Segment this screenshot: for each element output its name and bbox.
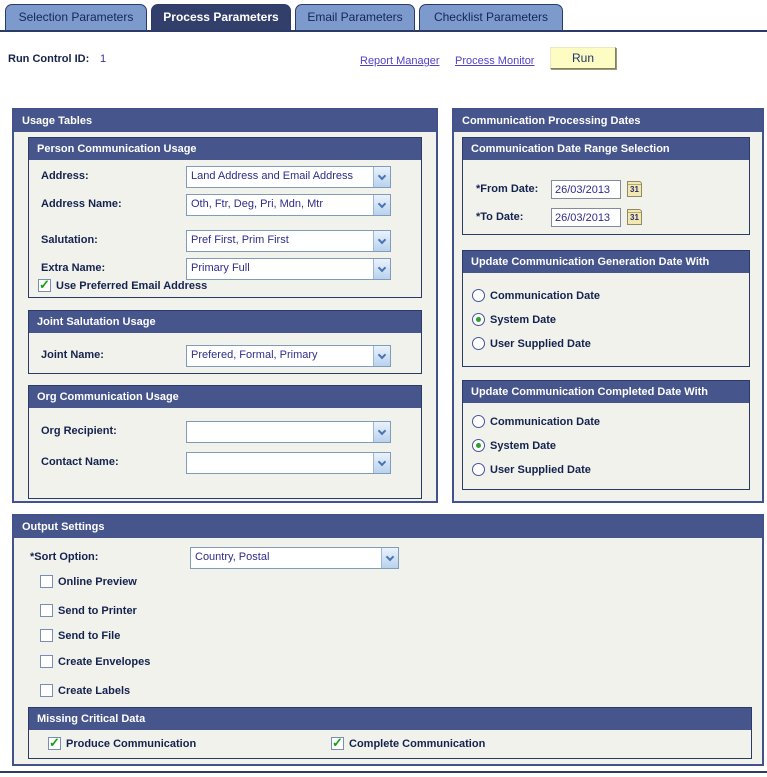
sort-option-dropdown[interactable]: [190, 547, 399, 569]
usage-tables-header: Usage Tables: [14, 110, 436, 132]
to-date-input[interactable]: [551, 208, 621, 227]
produce-communication-checkbox[interactable]: [48, 737, 196, 750]
use-preferred-email-checkbox[interactable]: [38, 279, 207, 292]
dropdown-arrow-icon[interactable]: [381, 548, 398, 568]
joint-name-dropdown[interactable]: [186, 345, 391, 367]
tab-underline: [0, 30, 767, 32]
communication-processing-dates-panel: [452, 108, 764, 503]
send-to-file-label: Send to File: [58, 629, 121, 642]
process-monitor-link[interactable]: Process Monitor: [455, 55, 535, 67]
radio-icon[interactable]: [472, 463, 485, 476]
from-date-calendar-icon[interactable]: 31: [627, 181, 642, 197]
create-envelopes-label: Create Envelopes: [58, 655, 151, 668]
from-date-input[interactable]: [551, 180, 621, 199]
radio-icon[interactable]: [472, 313, 485, 326]
contact-name-label: Contact Name:: [41, 456, 119, 468]
missing-critical-data-header: Missing Critical Data: [29, 708, 751, 730]
create-envelopes-checkbox[interactable]: [40, 655, 150, 668]
use-preferred-email-label: Use Preferred Email Address: [56, 279, 208, 292]
missing-critical-data-box: [28, 707, 752, 759]
person-communication-usage-box: [28, 137, 422, 298]
create-labels-label: Create Labels: [58, 684, 131, 697]
online-preview-checkbox[interactable]: [40, 575, 137, 588]
run-control-id-label: Run Control ID:: [8, 53, 90, 65]
produce-communication-label: Produce Communication: [66, 737, 197, 750]
person-communication-usage-header: Person Communication Usage: [29, 138, 421, 160]
communication-processing-dates-header: Communication Processing Dates: [454, 110, 762, 132]
run-button[interactable]: Run: [550, 47, 616, 69]
radio-icon[interactable]: [472, 415, 485, 428]
dropdown-arrow-icon[interactable]: [373, 422, 390, 442]
completed-user-supplied-date-radio[interactable]: [472, 463, 591, 476]
tab-email-parameters[interactable]: Email Parameters: [295, 4, 415, 30]
checkbox-check-icon[interactable]: [48, 737, 61, 750]
extra-name-label: Extra Name:: [41, 262, 106, 274]
org-recipient-label: Org Recipient:: [41, 425, 117, 437]
joint-name-value: Prefered, Formal, Primary: [191, 349, 318, 361]
dropdown-arrow-icon[interactable]: [373, 167, 390, 187]
salutation-label: Salutation:: [41, 234, 98, 246]
generation-user-supplied-date-label: User Supplied Date: [490, 337, 591, 350]
send-to-file-checkbox[interactable]: [40, 629, 120, 642]
tab-selection-parameters[interactable]: Selection Parameters: [5, 4, 147, 30]
address-value: Land Address and Email Address: [191, 170, 354, 182]
checkbox-check-icon[interactable]: [40, 655, 53, 668]
sort-option-label: *Sort Option:: [30, 551, 99, 563]
address-label: Address:: [41, 170, 89, 182]
joint-salutation-usage-header: Joint Salutation Usage: [29, 311, 421, 333]
checkbox-check-icon[interactable]: [40, 604, 53, 617]
sort-option-value: Country, Postal: [195, 551, 270, 563]
completed-system-date-radio[interactable]: [472, 439, 556, 452]
dropdown-arrow-icon[interactable]: [373, 346, 390, 366]
completed-communication-date-label: Communication Date: [490, 415, 601, 428]
generation-system-date-label: System Date: [490, 313, 557, 326]
checkbox-check-icon[interactable]: [40, 629, 53, 642]
checkbox-check-icon[interactable]: [331, 737, 344, 750]
output-settings-panel: [12, 514, 764, 766]
dropdown-arrow-icon[interactable]: [373, 453, 390, 473]
complete-communication-label: Complete Communication: [349, 737, 486, 750]
checkbox-check-icon[interactable]: [40, 575, 53, 588]
org-communication-usage-box: [28, 385, 422, 499]
joint-name-label: Joint Name:: [41, 349, 104, 361]
to-date-label: *To Date:: [476, 211, 524, 223]
generation-communication-date-label: Communication Date: [490, 289, 601, 302]
generation-communication-date-radio[interactable]: [472, 289, 600, 302]
checkbox-check-icon[interactable]: [38, 279, 51, 292]
to-date-calendar-icon[interactable]: 31: [627, 209, 642, 225]
extra-name-dropdown[interactable]: [186, 258, 391, 280]
update-completed-date-box: [462, 380, 750, 490]
joint-salutation-usage-box: [28, 310, 422, 374]
complete-communication-checkbox[interactable]: [331, 737, 485, 750]
communication-date-range-box: [462, 137, 750, 235]
update-generation-date-box: [462, 250, 750, 367]
address-name-value: Oth, Ftr, Deg, Pri, Mdn, Mtr: [191, 198, 324, 210]
dropdown-arrow-icon[interactable]: [373, 259, 390, 279]
communication-date-range-header: Communication Date Range Selection: [463, 138, 749, 160]
address-name-dropdown[interactable]: [186, 194, 391, 216]
update-completed-date-header: Update Communication Completed Date With: [463, 381, 749, 403]
page-bottom-border: [0, 771, 767, 773]
generation-system-date-radio[interactable]: [472, 313, 556, 326]
usage-tables-panel: [12, 108, 438, 503]
completed-system-date-label: System Date: [490, 439, 557, 452]
send-to-printer-checkbox[interactable]: [40, 604, 137, 617]
create-labels-checkbox[interactable]: [40, 684, 130, 697]
generation-user-supplied-date-radio[interactable]: [472, 337, 591, 350]
org-communication-usage-header: Org Communication Usage: [29, 386, 421, 408]
salutation-dropdown[interactable]: [186, 230, 391, 252]
dropdown-arrow-icon[interactable]: [373, 231, 390, 251]
radio-icon[interactable]: [472, 439, 485, 452]
update-generation-date-header: Update Communication Generation Date With: [463, 251, 749, 273]
output-settings-header: Output Settings: [14, 516, 762, 538]
radio-icon[interactable]: [472, 289, 485, 302]
completed-communication-date-radio[interactable]: [472, 415, 600, 428]
checkbox-check-icon[interactable]: [40, 684, 53, 697]
online-preview-label: Online Preview: [58, 575, 137, 588]
run-control-id-value: 1: [100, 53, 107, 65]
salutation-value: Pref First, Prim First: [191, 234, 289, 246]
tab-checklist-parameters[interactable]: Checklist Parameters: [419, 4, 563, 30]
tab-process-parameters[interactable]: Process Parameters: [151, 4, 291, 30]
from-date-label: *From Date:: [476, 183, 539, 195]
extra-name-value: Primary Full: [191, 262, 250, 274]
address-dropdown[interactable]: [186, 166, 391, 188]
send-to-printer-label: Send to Printer: [58, 604, 137, 617]
radio-icon[interactable]: [472, 337, 485, 350]
contact-name-dropdown[interactable]: [186, 452, 391, 474]
address-name-label: Address Name:: [41, 198, 122, 210]
dropdown-arrow-icon[interactable]: [373, 195, 390, 215]
report-manager-link[interactable]: Report Manager: [360, 55, 440, 67]
org-recipient-dropdown[interactable]: [186, 421, 391, 443]
completed-user-supplied-date-label: User Supplied Date: [490, 463, 591, 476]
